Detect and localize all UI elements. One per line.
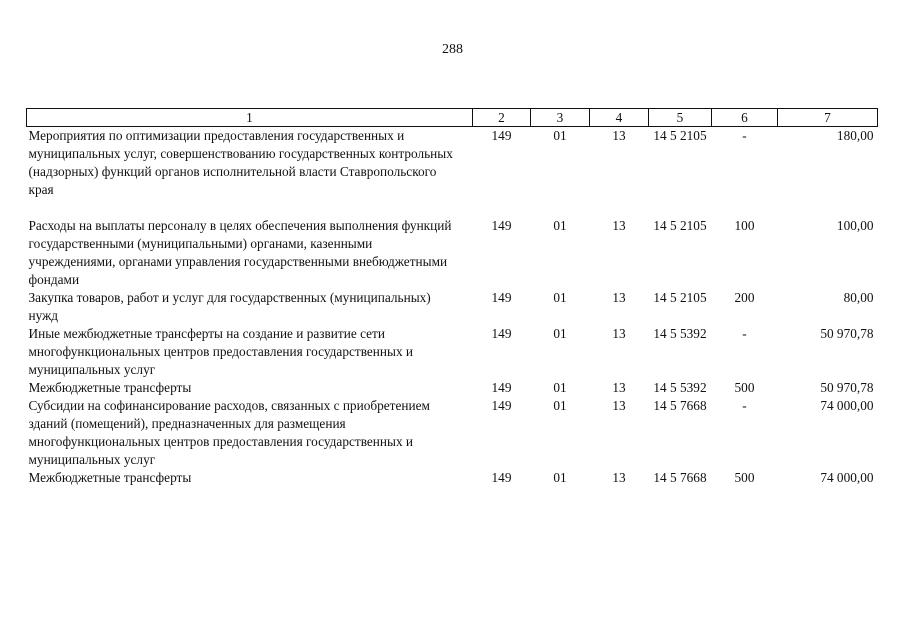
column-header: 7 <box>778 109 878 127</box>
table-row <box>27 469 878 487</box>
row-name: Межбюджетные трансферты <box>28 380 192 395</box>
cell-c6: 200 <box>734 290 755 305</box>
row-name: Мероприятия по оптимизации предоставления государственных и муниципальных услуг, совершенствованию государственных контрольных (надзорных) функций органов исполнительной власти Ставропольского края <box>28 128 453 197</box>
cell-c7: 80,00 <box>843 290 874 305</box>
row-name: Расходы на выплаты персоналу в целях обеспечения выполнения функций государственными (муниципальными) органами, казенными учреждениями, органами управления государственными внебюджетными фондами <box>28 218 452 287</box>
cell-c5: 14 5 5392 <box>653 326 707 341</box>
cell-c7: 180,00 <box>836 128 874 143</box>
cell-c2: 149 <box>491 218 512 233</box>
cell-c3: 01 <box>553 380 567 395</box>
budget-table <box>26 108 878 487</box>
row-spacer <box>27 199 878 217</box>
cell-c6: 100 <box>734 218 755 233</box>
row-name: Субсидии на софинансирование расходов, связанных с приобретением зданий (помещений), предназначенных для размещения многофункциональных центров предоставления государственных и муниципальных услуг <box>28 398 430 467</box>
cell-c7: 74 000,00 <box>820 470 874 485</box>
cell-c7: 100,00 <box>836 218 874 233</box>
cell-c2: 149 <box>491 290 512 305</box>
table-row <box>27 379 878 397</box>
cell-c5: 14 5 7668 <box>653 398 707 413</box>
cell-c6: - <box>742 128 747 143</box>
table-row <box>27 325 878 379</box>
cell-c4: 13 <box>612 290 626 305</box>
cell-c4: 13 <box>612 470 626 485</box>
cell-c7: 50 970,78 <box>820 326 874 341</box>
table-header-row <box>27 109 878 127</box>
cell-c4: 13 <box>612 326 626 341</box>
cell-c5: 14 5 2105 <box>653 290 707 305</box>
table-row <box>27 217 878 289</box>
cell-c4: 13 <box>612 218 626 233</box>
column-header: 4 <box>590 109 649 127</box>
column-header: 5 <box>649 109 712 127</box>
row-name: Закупка товаров, работ и услуг для государственных (муниципальных) нужд <box>28 290 431 323</box>
cell-c3: 01 <box>553 470 567 485</box>
table-row <box>27 397 878 469</box>
column-header: 3 <box>531 109 590 127</box>
cell-c2: 149 <box>491 326 512 341</box>
cell-c5: 14 5 2105 <box>653 128 707 143</box>
cell-c3: 01 <box>553 128 567 143</box>
cell-c3: 01 <box>553 218 567 233</box>
cell-c6: 500 <box>734 380 755 395</box>
cell-c6: 500 <box>734 470 755 485</box>
cell-c3: 01 <box>553 398 567 413</box>
cell-c7: 50 970,78 <box>820 380 874 395</box>
cell-c3: 01 <box>553 326 567 341</box>
cell-c2: 149 <box>491 398 512 413</box>
table-row <box>27 127 878 200</box>
table-row <box>27 289 878 325</box>
cell-c5: 14 5 2105 <box>653 218 707 233</box>
row-name: Иные межбюджетные трансферты на создание и развитие сети многофункциональных центров предоставления государственных и муниципальных услуг <box>28 326 414 377</box>
cell-c2: 149 <box>491 470 512 485</box>
cell-c4: 13 <box>612 128 626 143</box>
cell-c6: - <box>742 326 747 341</box>
cell-c7: 74 000,00 <box>820 398 874 413</box>
column-header: 2 <box>473 109 531 127</box>
row-name: Межбюджетные трансферты <box>28 470 192 485</box>
cell-c4: 13 <box>612 398 626 413</box>
page-number: 288 <box>442 42 463 57</box>
cell-c4: 13 <box>612 380 626 395</box>
column-header: 6 <box>712 109 778 127</box>
cell-c5: 14 5 5392 <box>653 380 707 395</box>
column-header: 1 <box>27 109 473 127</box>
cell-c3: 01 <box>553 290 567 305</box>
cell-c6: - <box>742 398 747 413</box>
cell-c5: 14 5 7668 <box>653 470 707 485</box>
cell-c2: 149 <box>491 380 512 395</box>
cell-c2: 149 <box>491 128 512 143</box>
